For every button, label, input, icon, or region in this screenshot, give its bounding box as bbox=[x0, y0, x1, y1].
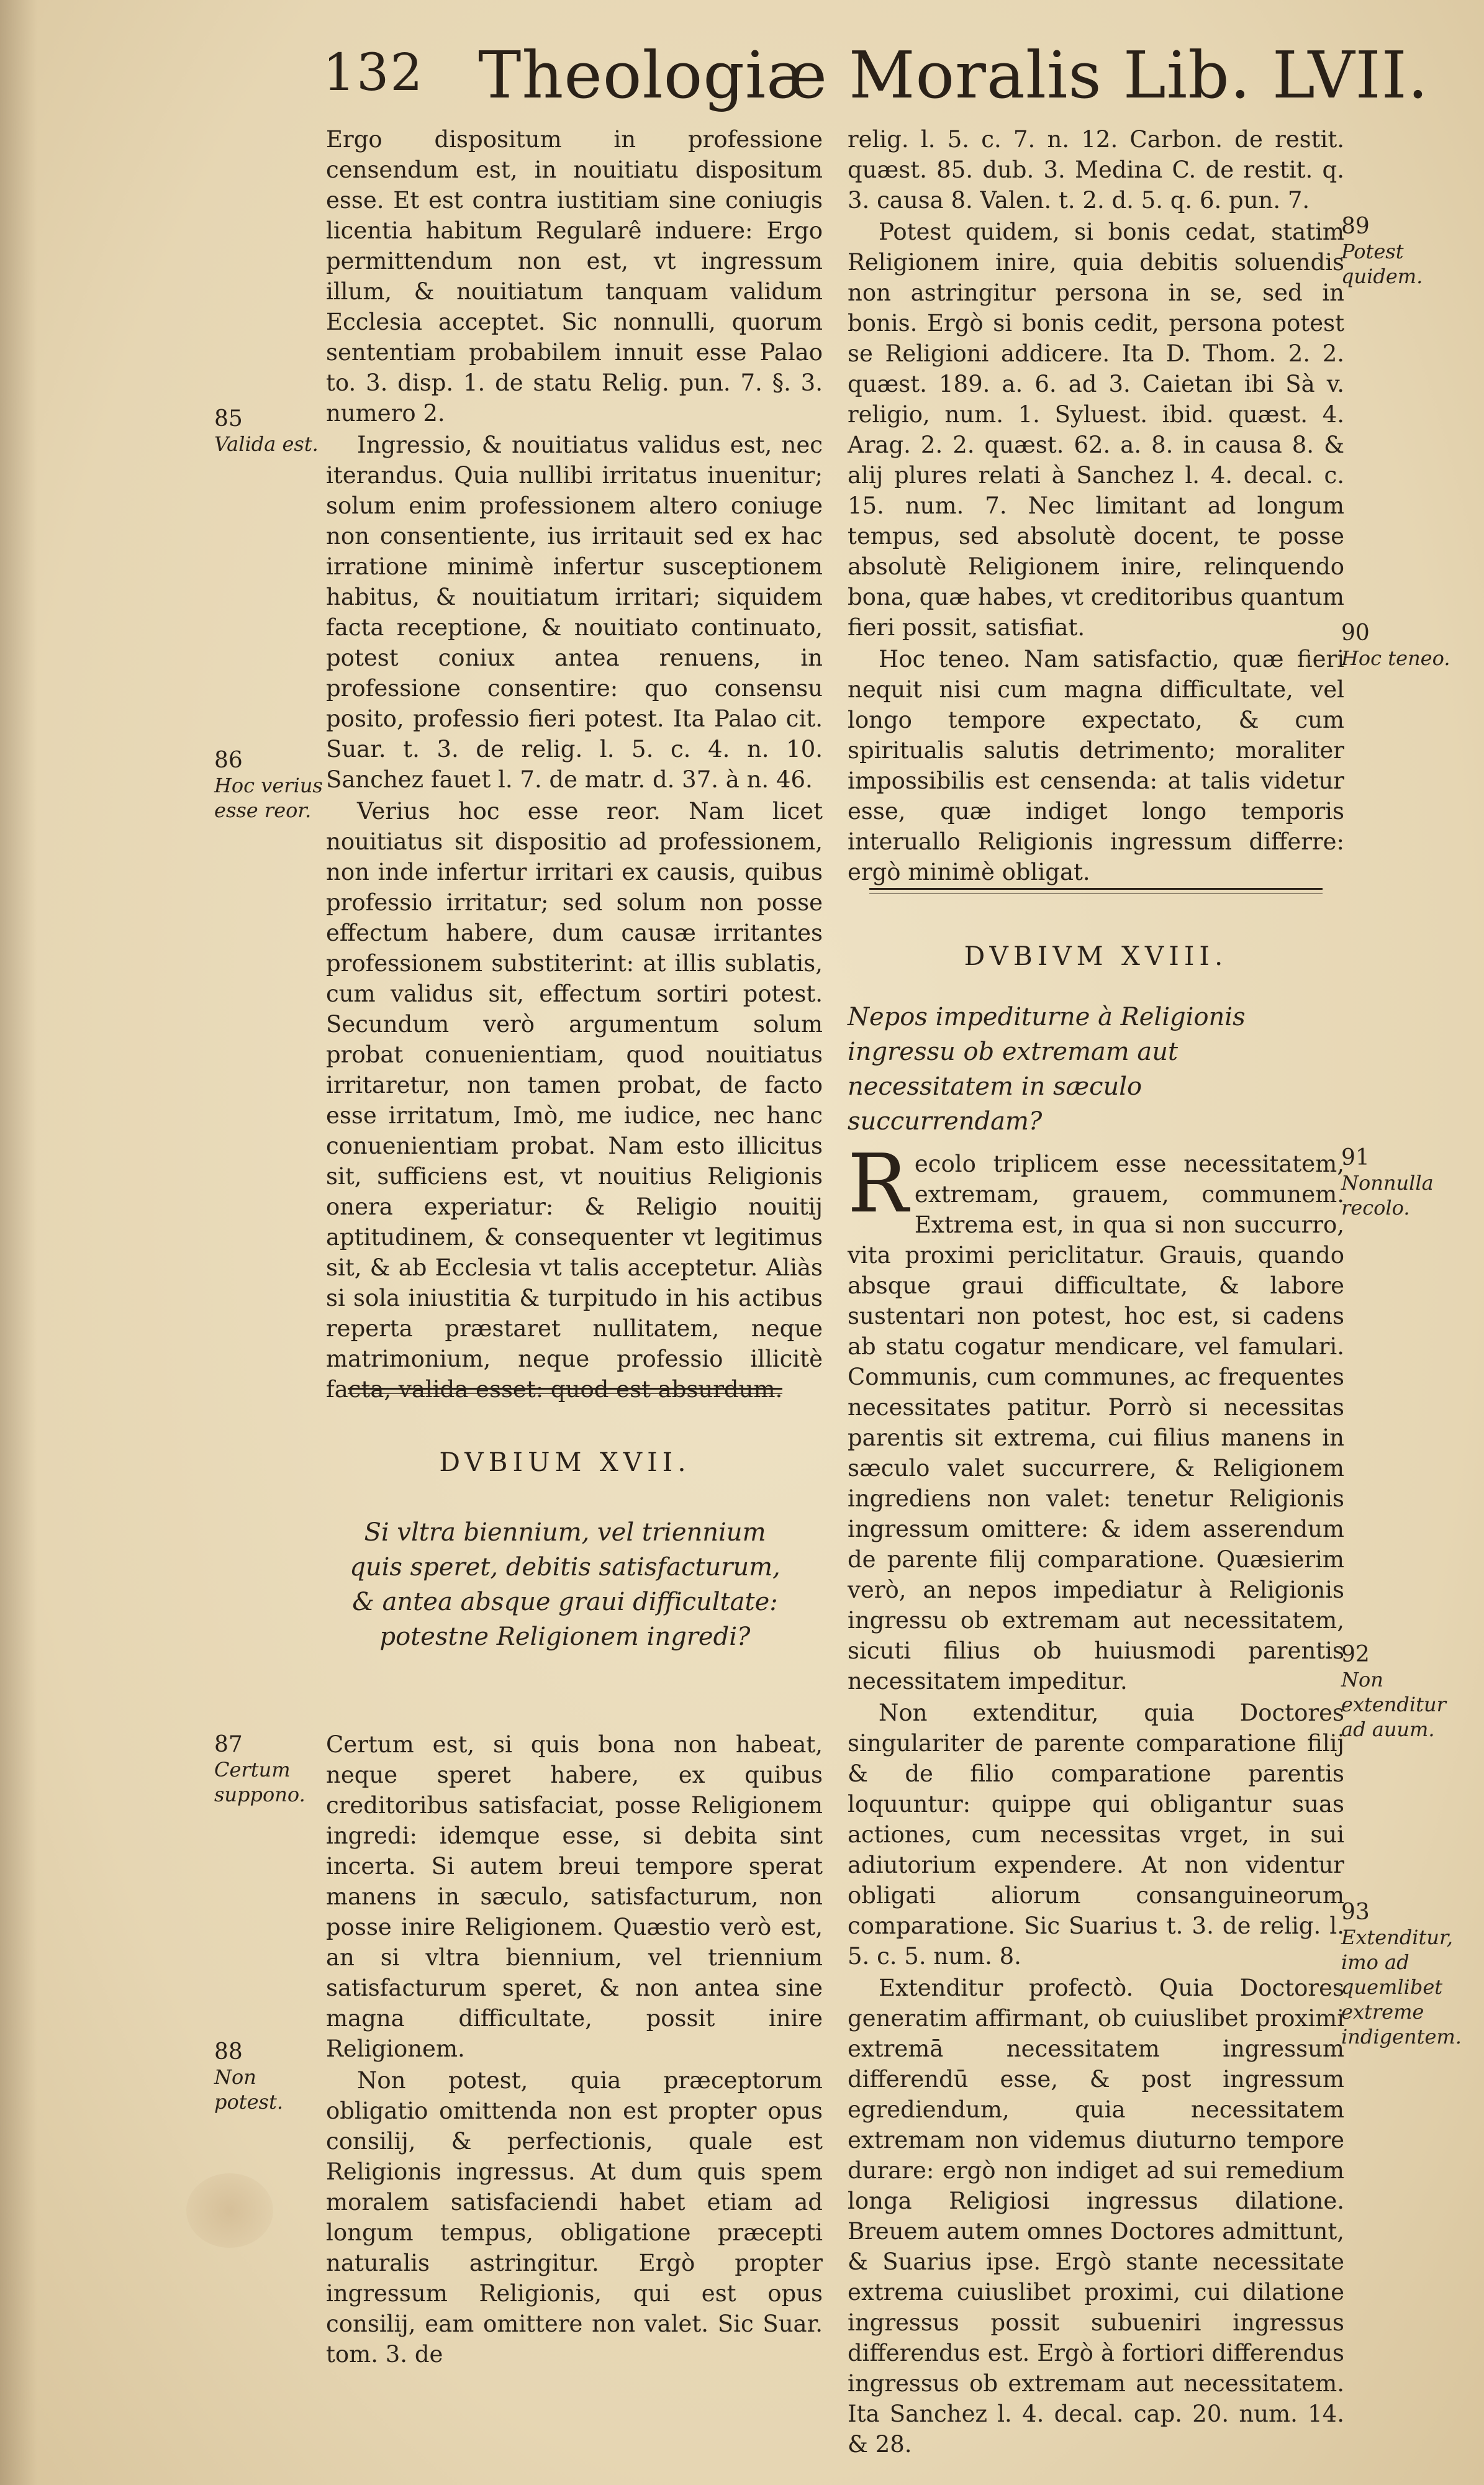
margin-note-86: 86 Hoc verius esse reor. bbox=[214, 748, 323, 822]
right-paragraph-6: Extenditur profectò. Quia Doctores generatim affirmant, ob cuiuslibet proximi extremā necessitatem ingressum differendū esse, & post ingressum egrediendum, quia necessitatem extremam non videmus diuturno tempore durare: ergò non indiget ad sui remedium longa Religiosi ingressus dilatione. Breuem autem omnes Doctores admittunt, & Suarius ipse. Ergò stante necessitate extrema cuiuslibet proximi, cui dilatione ingressus possit subueniri ingressus differendus est. Ergò à fortiori differendus ingressus ob extremam aut necessitatem. Ita Sanchez l. 4. decal. cap. 20. num. 14. & 28. bbox=[848, 1975, 1344, 2458]
right-paragraph-1: relig. l. 5. c. 7. n. 12. Carbon. de restit. quæst. 85. dub. 3. Medina C. de restit. q. 3. causa 8. Valen. t. 2. d. 5. q. 6. pun. 7. bbox=[848, 126, 1344, 214]
right-paragraph-2: Potest quidem, si bonis cedat, statim Religionem inire, quia debitis soluendis non astringitur persona in se, sed in bonis. Ergò si bonis cedit, persona potest se Religioni addicere. Ita D. Thom. 2. 2. quæst. 189. a. 6. ad 3. Caietan ibi Sà v. religio, num. 1. Syluest. ibid. quæst. 4. Arag. 2. 2. quæst. 62. a. 8. in causa 8. & alij plures relati à Sanchez l. 4. decal. c. 15. num. 7. Nec limitant ad longum tempus, sed absolutè docent, te posse absolutè Religionem inire, relinquendo bona, quæ habes, vt creditoribus quantum fieri possit, satisfiat. bbox=[848, 219, 1344, 641]
margin-note-93: 93 Extenditur, imo ad quemlibet extreme indigentem. bbox=[1341, 1899, 1462, 2048]
right-paragraph-5: Non extenditur, quia Doctores singulariter de parente comparatione filij & de filio comparatione parentis loquuntur: quippe qui obligantur suas actiones, cum necessitas vrget, in sui adiutorium expendere. At non videntur obligati aliorum consanguineorum comparatione. Sic Suarius t. 3. de relig. l. 5. c. 5. num. 8. bbox=[848, 1700, 1344, 1970]
gutter-shadow bbox=[0, 0, 37, 2485]
margin-note-91: 91 Nonnulla recolo. bbox=[1341, 1145, 1434, 1220]
margin-note-88: 88 Non potest. bbox=[214, 2039, 283, 2114]
margin-note-87: 87 Certum suppono. bbox=[214, 1732, 305, 1806]
dubium-18-question: Nepos impediturne à Religionis ingressu ob extremam aut necessitatem in sæculo succurrendam? bbox=[848, 1003, 1246, 1136]
right-paragraph-4: Recolo triplicem esse necessitatem, extremam, grauem, communem. Extrema est, in qua si non succurro, vita proximi periclitatur. Grauis, quando absque graui difficultate, & labore sustentari non potest, hoc est, si cadens ab statu cogatur mendicare, vel famulari. Communis, cum communes, ac frequentes necessitates patitur. Porrò si necessitas parentis sit extrema, cui filius manens in sæculo valet succurrere, & Religionem ingrediens non valet: tenetur Religionis ingressum omittere: & idem asserendum de parente filij comparatione. Quæsierim verò, an nepos impediatur à Religionis ingressu ob extremam aut necessitatem, sicuti filius ob huiusmodi parentis necessitatem impeditur. bbox=[848, 1136, 1344, 1695]
page-header bbox=[323, 31, 1429, 124]
paper-stain bbox=[186, 2173, 273, 2248]
dubium-18-title: DVBIVM XVIII. bbox=[964, 941, 1228, 971]
left-paragraph-4: Certum est, si quis bona non habeat, neque speret habere, ex quibus creditoribus satisfaciat, posse Religionem ingredi: idemque esse, si debita sint incerta. Si autem breui tempore sperat manens in sæculo, satisfacturum, non posse inire Religionem. Quæstio verò est, an si vltra biennium, vel triennium satisfacturum speret, & non antea sine magna difficultate, possit inire Religionem. bbox=[326, 1731, 823, 2062]
right-column bbox=[848, 124, 1344, 889]
margin-note-92: 92 Non extenditur ad auum. bbox=[1341, 1642, 1446, 1741]
margin-note-85: 85 Valida est. bbox=[214, 406, 319, 456]
left-column bbox=[326, 124, 823, 1406]
left-paragraph-3: Verius hoc esse reor. Nam licet nouitiatus sit dispositio ad professionem, non inde infertur irritari ex causis, quibus professio irritatur; sed solum non posse effectum habere, dum causæ irritantes professionem substiterint: at illis sublatis, cum validus sit, effectum sortiri potest. Secundum verò argumentum solum probat conuenientiam, quod nouitiatus irritaretur, non tamen probat, de facto esse irritatum, Imò, me iudice, nec hanc conuenientiam probat. Nam esto illicitus sit, sufficiens est, vt nouitius Religionis onera experiatur: & Religio nouitij aptitudinem, & consequenter vt legitimus sit, & ab Ecclesia vt talis acceptetur. Aliàs si sola iniustitia & turpitudo in his actibus reperta præstaret nullitatem, neque matrimonium, neque professio illicitè facta, valida esset: quod est absurdum. bbox=[326, 798, 823, 1403]
running-title: Theologiæ Moralis Lib. LVII. bbox=[478, 37, 1429, 113]
left-paragraph-2: Ingressio, & nouitiatus validus est, nec iterandus. Quia nullibi irritatus inuenitur; solum enim professionem altero coniuge non consentiente, ius irritauit sed ex hac irratione minimè infertur susceptionem habitus, & nouitiatum irritari; siquidem facta receptione, & nouitiato continuato, potest coniux antea renuens, in professione consentire: quo consensu posito, professio fieri potest. Ita Palao cit. Suar. t. 3. de relig. l. 5. c. 4. n. 10. Sanchez fauet l. 7. de matr. d. 37. à n. 46. bbox=[326, 432, 823, 793]
left-paragraph-5: Non potest, quia præceptorum obligatio omittenda non est propter opus consilij, & perfectionis, quale est Religionis ingressus. At dum quis spem moralem satisfaciendi habet etiam ad longum tempus, obligatione præcepti naturalis astringitur. Ergò propter ingressum Religionis, qui est opus consilij, eam omittere non valet. Sic Suar. tom. 3. de bbox=[326, 2067, 823, 2368]
dubium-17-title: DVBIUM XVII. bbox=[439, 1447, 691, 1477]
section-divider-right bbox=[869, 888, 1323, 894]
right-column-part-2 bbox=[848, 1136, 1344, 2461]
section-divider-left bbox=[348, 1388, 782, 1394]
right-paragraph-3: Hoc teneo. Nam satisfactio, quæ fieri nequit nisi cum magna difficultate, vel longo tempore expectato, & cum spiritualis salutis detrimento; moraliter impossibilis est censenda: at talis videtur esse, quæ indiget longo temporis interuallo Religionis ingressum differre: ergò minimè obligat. bbox=[848, 646, 1344, 885]
drop-cap-R: R bbox=[848, 1136, 908, 1231]
left-column-part-2 bbox=[326, 1729, 823, 2371]
page-number: 132 bbox=[323, 43, 424, 102]
margin-note-90: 90 Hoc teneo. bbox=[1341, 620, 1450, 670]
dubium-17-question: Si vltra biennium, vel triennium quis speret, debitis satisfacturum, & antea absque graui difficultate: potestne Religionem ingredi? bbox=[350, 1518, 780, 1651]
left-paragraph-1: Ergo dispositum in professione censendum est, in nouitiatu dispositum esse. Et est contra iustitiam sine coniugis licentia habitum Regularê induere: Ergo permittendum non est, vt ingressum illum, & nouitiatum tanquam validum Ecclesia acceptet. Sic nonnulli, quorum sententiam probabilem innuit esse Palao to. 3. disp. 1. de statu Relig. pun. 7. §. 3. numero 2. bbox=[326, 126, 823, 427]
margin-note-89: 89 Potest quidem. bbox=[1341, 214, 1423, 288]
